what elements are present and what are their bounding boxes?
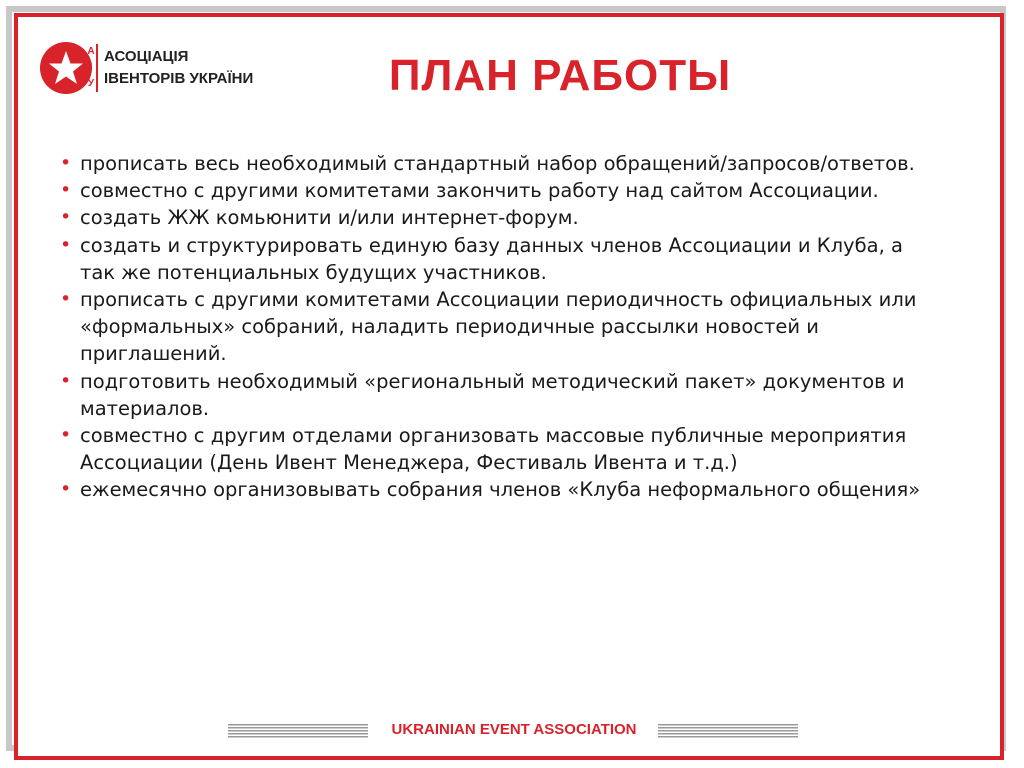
logo-letter: У (87, 78, 95, 89)
bullet-icon: • (60, 424, 72, 447)
list-item-text: совместно с другими комитетами закончить работу над сайтом Ассоциации. (80, 179, 879, 203)
logo-letter: А (87, 46, 95, 57)
footer-text: UKRAINIAN EVENT ASSOCIATION (391, 721, 637, 738)
list-item-text: совместно с другим отделами организовать массовые публичные мероприятия Ассоциации (День Ивент Менеджера, Фестиваль Ивента и т.д.) (80, 424, 907, 475)
footer-banner (228, 716, 798, 746)
list-item (58, 232, 938, 286)
slide-title: ПЛАН РАБОТЫ (388, 51, 732, 100)
list-item (58, 422, 938, 476)
list-item-text: создать ЖЖ комьюнити и/или интернет-форум. (80, 206, 579, 230)
logo-wordmark (104, 46, 253, 90)
bullet-icon: • (60, 288, 72, 311)
bullet-icon: • (60, 152, 72, 174)
bullet-icon: • (60, 369, 72, 392)
list-item-text: прописать весь необходимый стандартный набор обращений/запросов/ответов. (80, 152, 915, 175)
work-plan-list (58, 150, 938, 504)
bullet-icon: • (60, 478, 72, 501)
logo-line-1: АСОЦІАЦІЯ (104, 48, 189, 65)
logo-line-2: ІВЕНТОРІВ УКРАЇНИ (104, 70, 254, 87)
logo-letter: І (89, 62, 93, 73)
logo-side-letters (86, 44, 96, 94)
list-item-text: ежемесячно организовывать собрания членов «Клуба неформального общения» (80, 478, 921, 502)
bullet-icon: • (60, 233, 72, 256)
list-item (58, 204, 938, 231)
footer-stripes-left (228, 724, 368, 738)
list-item (58, 286, 938, 368)
list-item (58, 368, 938, 422)
list-item-text: подготовить необходимый «региональный методический пакет» документов и материалов. (80, 369, 905, 420)
star-logo-icon (40, 42, 92, 94)
list-item (58, 150, 938, 177)
bullet-icon: • (60, 179, 72, 202)
list-item-text: прописать с другими комитетами Ассоциации периодичность официальных или «формальных» собраний, наладить периодичные рассылки новостей и приглашений. (80, 288, 917, 366)
list-item (58, 476, 938, 503)
footer-stripes-right (658, 724, 798, 738)
logo-divider (96, 44, 98, 92)
list-item (58, 177, 938, 204)
association-logo (40, 42, 280, 96)
bullet-icon: • (60, 206, 72, 229)
list-item-text: создать и структурировать единую базу данных членов Ассоциации и Клуба, а так же потенциальных будущих участников. (80, 233, 903, 284)
